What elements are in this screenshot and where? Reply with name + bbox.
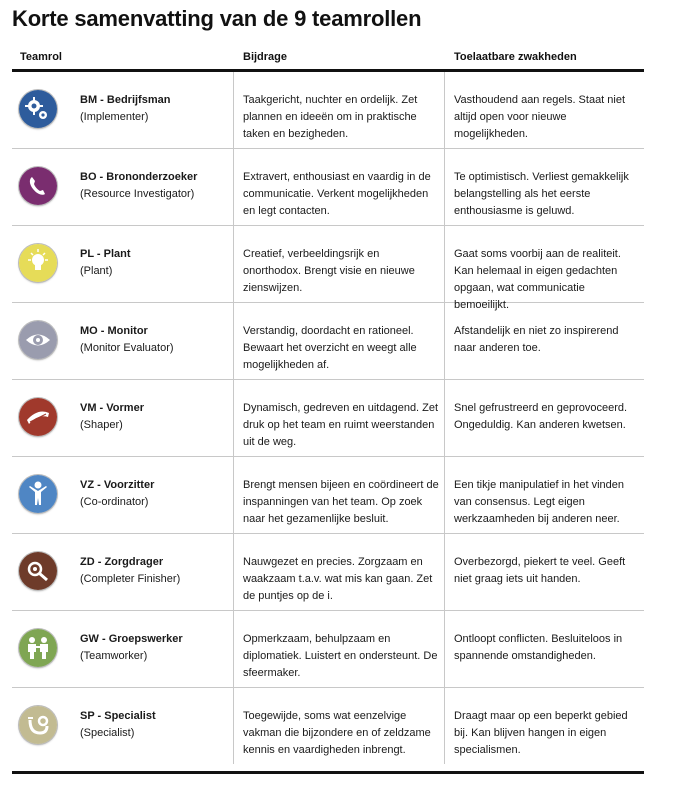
table-bottom-border <box>12 771 644 774</box>
role-code: VZ - Voorzitter <box>80 479 155 491</box>
role-english: (Specialist) <box>80 727 135 739</box>
contribution-text: Extravert, enthousiast en vaardig in de communicatie. Verkent mogelijkheden en legt contacten. <box>243 171 431 217</box>
weakness-text: Te optimistisch. Verliest gemakkelijk belangstelling als het eerste enthousiasme is geluwd. <box>454 171 629 217</box>
table-row <box>12 688 644 764</box>
role-code: ZD - Zorgdrager <box>80 556 164 568</box>
role-english: (Teamworker) <box>80 650 148 662</box>
contribution-text: Toegewijde, soms wat eenzelvige vakman die bijzondere en of zeldzame kennis en vaardigheden inbrengt. <box>243 710 431 756</box>
weakness-text: Draagt maar op een beperkt gebied bij. Kan blijven hangen in eigen specialismen. <box>454 710 628 756</box>
lightbulb-icon <box>19 244 57 282</box>
table-header <box>12 48 644 70</box>
role-code: BM - Bedrijfsman <box>80 94 171 106</box>
page-title: Korte samenvatting van de 9 teamrollen <box>12 6 422 31</box>
weakness-text: Ontloopt conflicten. Besluiteloos in spannende omstandigheden. <box>454 633 623 662</box>
weakness-text: Afstandelijk en niet zo inspirerend naar anderen toe. <box>454 325 619 354</box>
header-weakness: Toelaatbare zwakheden <box>454 51 577 63</box>
contribution-text: Creatief, verbeeldingsrijk en onorthodox. Brengt visie en nieuwe zienswijzen. <box>243 248 415 294</box>
weakness-text: Snel gefrustreerd en geprovoceerd. Ongeduldig. Kan anderen kwetsen. <box>454 402 628 431</box>
gears-icon <box>19 90 57 128</box>
contribution-text: Brengt mensen bijeen en coördineert de inspanningen van het team. Op zoek naar het gezamenlijke besluit. <box>243 479 439 525</box>
role-english: (Completer Finisher) <box>80 573 181 585</box>
contribution-text: Verstandig, doordacht en rationeel. Bewaart het overzicht en weegt alle mogelijkheden af. <box>243 325 417 371</box>
people-icon <box>19 629 57 667</box>
role-code: GW - Groepswerker <box>80 633 183 645</box>
role-english: (Co-ordinator) <box>80 496 149 508</box>
role-english: (Shaper) <box>80 419 123 431</box>
telephone-icon <box>19 167 57 205</box>
roles-table <box>12 72 644 764</box>
role-code: MO - Monitor <box>80 325 148 337</box>
weakness-text: Overbezorgd, piekert te veel. Geeft niet graag iets uit handen. <box>454 556 626 585</box>
table-row <box>12 303 644 380</box>
role-code: SP - Specialist <box>80 710 156 722</box>
magnifier-icon <box>19 552 57 590</box>
person-icon <box>19 475 57 513</box>
contribution-text: Taakgericht, nuchter en ordelijk. Zet plannen en ideeën om in praktische taken en bezigheden. <box>243 94 418 140</box>
specialist-icon <box>19 706 57 744</box>
table-row <box>12 149 644 226</box>
contribution-text: Dynamisch, gedreven en uitdagend. Zet druk op het team en ruimt weerstanden uit de weg. <box>243 402 439 448</box>
role-english: (Monitor Evaluator) <box>80 342 174 354</box>
weakness-text: Een tikje manipulatief in het vinden van consensus. Legt eigen werkzaamheden bij anderen neer. <box>454 479 624 525</box>
role-english: (Implementer) <box>80 111 149 123</box>
role-english: (Plant) <box>80 265 113 277</box>
table-row <box>12 226 644 311</box>
role-code: VM - Vormer <box>80 402 144 414</box>
weakness-text: Vasthoudend aan regels. Staat niet altijd open voor nieuwe mogelijkheden. <box>454 94 626 140</box>
weakness-text: Gaat soms voorbij aan de realiteit. Kan helemaal in eigen gedachten opgaan, wat communicatie bemoeilijkt. <box>454 248 621 311</box>
table-row <box>12 534 644 611</box>
role-english: (Resource Investigator) <box>80 188 195 200</box>
table-row <box>12 611 644 688</box>
header-role: Teamrol <box>20 51 62 63</box>
table-row <box>12 380 644 457</box>
role-code: PL - Plant <box>80 248 131 260</box>
role-code: BO - Brononderzoeker <box>80 171 198 183</box>
shaper-icon <box>19 398 57 436</box>
contribution-text: Opmerkzaam, behulpzaam en diplomatiek. Luistert en ondersteunt. De sfeermaker. <box>243 633 438 679</box>
header-contribution: Bijdrage <box>243 51 288 63</box>
table-row <box>12 72 644 149</box>
eye-icon <box>19 321 57 359</box>
contribution-text: Nauwgezet en precies. Zorgzaam en waakzaam t.a.v. wat mis kan gaan. Zet de puntjes op de i. <box>243 556 433 602</box>
table-row <box>12 457 644 534</box>
